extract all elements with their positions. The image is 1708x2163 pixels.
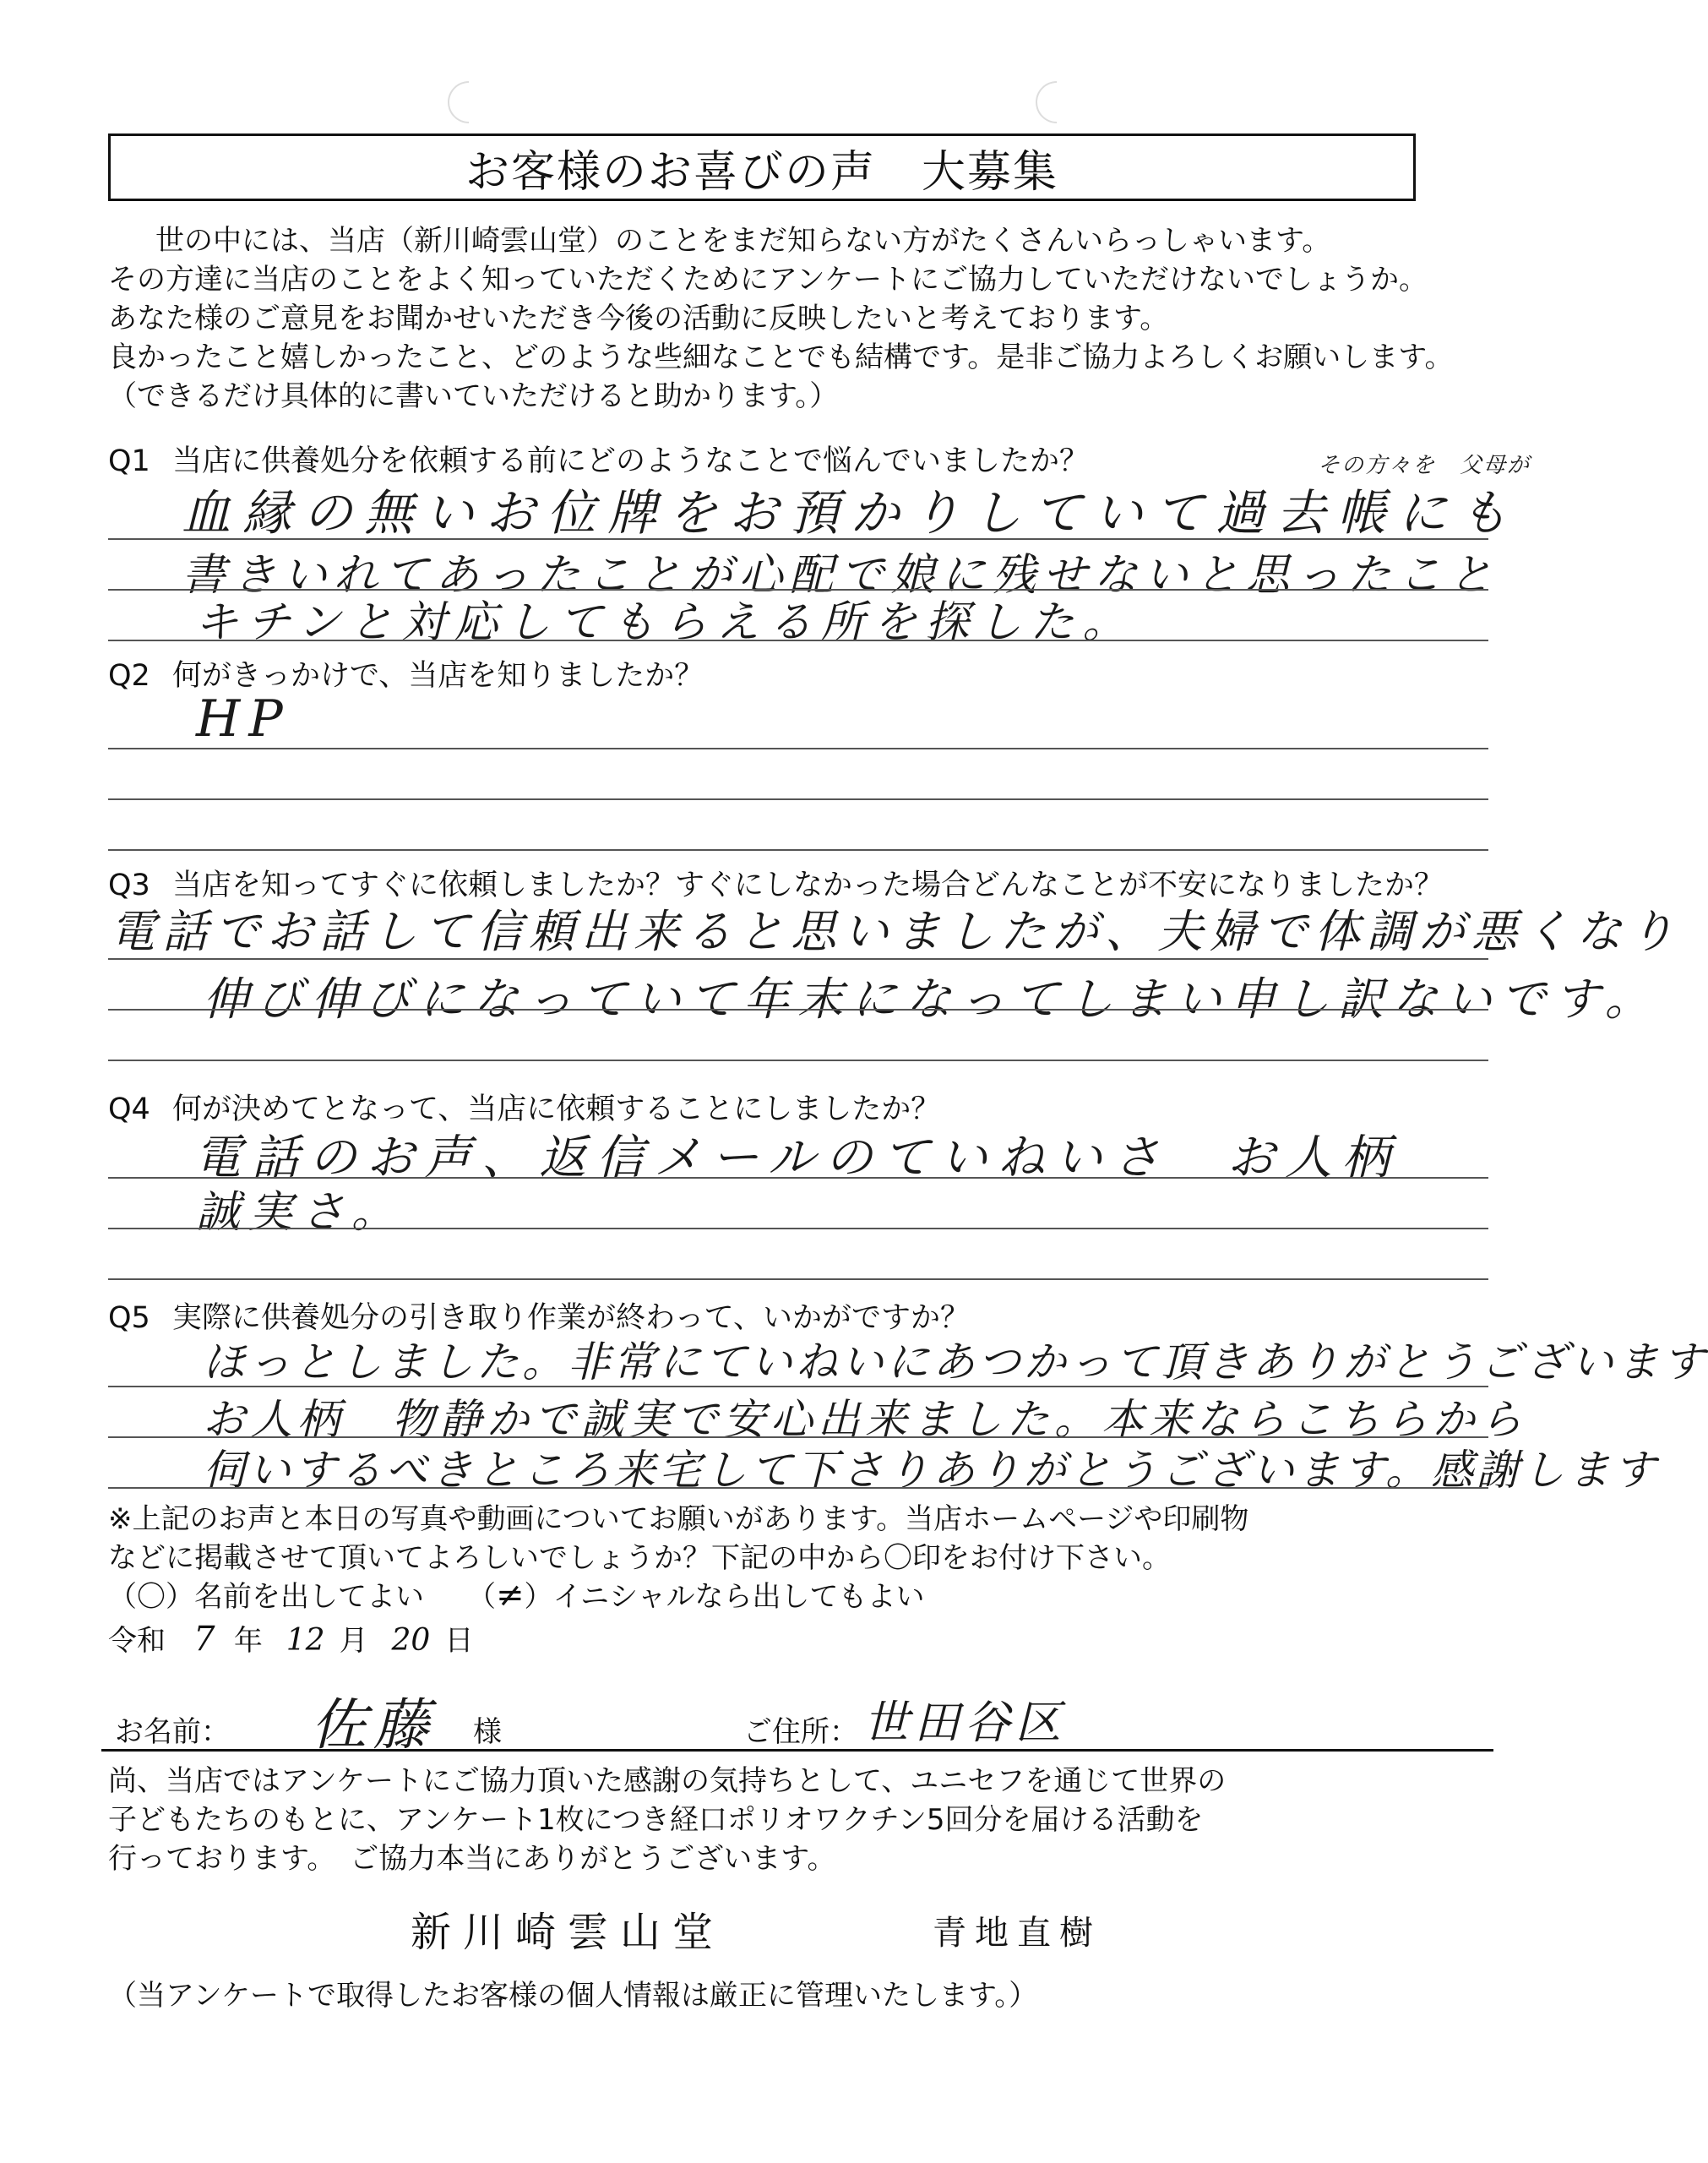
date-day: 20	[391, 1623, 431, 1658]
consent-line: などに掲載させて頂いてよろしいでしょうか？下記の中から〇印をお付け下さい。	[108, 1541, 1171, 1575]
consent-options: （〇）名前を出してよい （≠）イニシャルなら出してもよい	[108, 1576, 925, 1615]
answer-line: 伸び伸びになっていて年末になってしまい申し訳ないです。	[203, 973, 1659, 1026]
question-number: Q5	[108, 1301, 150, 1335]
closing-line: 行っております。 ご協力本当にありがとうございます。	[108, 1842, 836, 1876]
answer-rule	[108, 640, 1488, 641]
date-year-unit: 年	[233, 1624, 263, 1658]
answer-rule	[108, 748, 1488, 749]
name-honorific: 様	[473, 1715, 502, 1749]
answer-rule	[108, 958, 1488, 960]
answer-rule	[108, 1060, 1488, 1061]
punch-hole-right	[1027, 73, 1087, 133]
title-box	[108, 133, 1416, 201]
answer-line: お人柄 物静かで誠実で安心出来ました。本来ならこちらから	[203, 1395, 1527, 1444]
answer-line: 書きいれてあったことが心配で娘に残せないと思ったこと	[182, 550, 1499, 601]
option-2-label: イニシャルなら出してもよい	[552, 1580, 925, 1614]
name-label: お名前：	[115, 1715, 230, 1749]
answer-line: 電話でお話して信頼出来ると思いましたが、夫婦で体調が悪くなり	[110, 905, 1681, 958]
intro-text	[108, 221, 1460, 416]
address-label: ご住所：	[743, 1715, 858, 1749]
answer-line: 電話のお声、返信メールのていねいさ お人柄	[194, 1131, 1400, 1185]
intro-line: 世の中には、当店（新川崎雲山堂）のことをまだ知らない方がたくさんいらっしゃいます。	[155, 224, 1331, 258]
answer-rule	[108, 1009, 1488, 1011]
option-1-label: 名前を出してよい	[194, 1580, 424, 1614]
option-1-mark: 〇	[137, 1580, 166, 1614]
answer-line: 伺いするべきところ来宅して下さりありがとうございます。感謝します	[203, 1446, 1659, 1495]
question-2	[108, 652, 704, 695]
answer-rule	[108, 849, 1488, 851]
question-number: Q3	[108, 869, 150, 902]
answer-line: 血縁の無いお位牌をお預かりしていて過去帳にも	[182, 484, 1520, 542]
question-number: Q2	[108, 659, 150, 693]
date-month: 12	[286, 1623, 325, 1658]
punch-hole-left	[439, 73, 499, 133]
closing-line: 尚、当店ではアンケートにご協力頂いた感謝の気持ちとして、ユニセフを通じて世界の	[108, 1764, 1227, 1798]
answer-rule	[108, 1228, 1488, 1229]
answer-line: ほっとしました。非常にていねいにあつかって頂きありがとうございます	[203, 1338, 1708, 1387]
intro-line: （できるだけ具体的に書いていただけると助かります。）	[108, 379, 839, 413]
question-number: Q4	[108, 1092, 150, 1126]
answer-rule	[108, 1278, 1488, 1280]
customer-address: 世田谷区	[863, 1696, 1066, 1749]
page-title: お客様のお喜びの声 大募集	[465, 146, 1058, 198]
date-year: 7	[193, 1620, 215, 1659]
answer-line: 誠実さ。	[196, 1187, 404, 1238]
shop-name: 新川崎雲山堂	[411, 1909, 726, 1956]
question-text: 当店に供養処分を依頼する前にどのようなことで悩んでいましたか？	[172, 444, 1090, 478]
answer-rule	[108, 798, 1488, 800]
date-era: 令和	[108, 1624, 166, 1658]
option-2-mark: ≠	[496, 1576, 525, 1615]
intro-line: その方達に当店のことをよく知っていただくためにアンケートにご協力していただけないでしょうか。	[108, 263, 1428, 297]
date-line	[108, 1617, 473, 1659]
customer-name: 佐藤	[311, 1692, 436, 1757]
answer-line: キチンと対応してもらえる所を探した。	[194, 597, 1135, 648]
answer-line: HP	[196, 689, 291, 749]
question-number: Q1	[108, 444, 150, 478]
question-text: 当店を知ってすぐに依頼しましたか？すぐにしなかった場合どんなことが不安になりましたか？	[172, 869, 1444, 902]
question-text: 何が決めてとなって、当店に依頼することにしましたか？	[172, 1092, 941, 1126]
answer-rule	[108, 1487, 1488, 1489]
signature-rule	[101, 1749, 1493, 1752]
owner-name: 青地直樹	[933, 1914, 1101, 1953]
privacy-note: （当アンケートで取得したお客様の個人情報は厳正に管理いたします。）	[108, 1979, 1038, 2013]
answer-note: その方々を 父母が	[1318, 453, 1531, 478]
intro-line: 良かったこと嬉しかったこと、どのような些細なことでも結構です。是非ご協力よろしくお願いします。	[108, 341, 1454, 374]
closing-line: 子どもたちのもとに、アンケート1枚につき経口ポリオワクチン5回分を届ける活動を	[108, 1803, 1204, 1837]
consent-line: ※上記のお声と本日の写真や動画についてお願いがあります。当店ホームページや印刷物	[108, 1502, 1249, 1536]
question-text: 何がきっかけで、当店を知りましたか？	[172, 659, 704, 693]
intro-line: あなた様のご意見をお聞かせいただき今後の活動に反映したいと考えております。	[108, 302, 1169, 335]
question-text: 実際に供養処分の引き取り作業が終わって、いかがですか？	[172, 1301, 970, 1335]
date-month-unit: 月	[339, 1624, 368, 1658]
date-day-unit: 日	[444, 1624, 474, 1658]
